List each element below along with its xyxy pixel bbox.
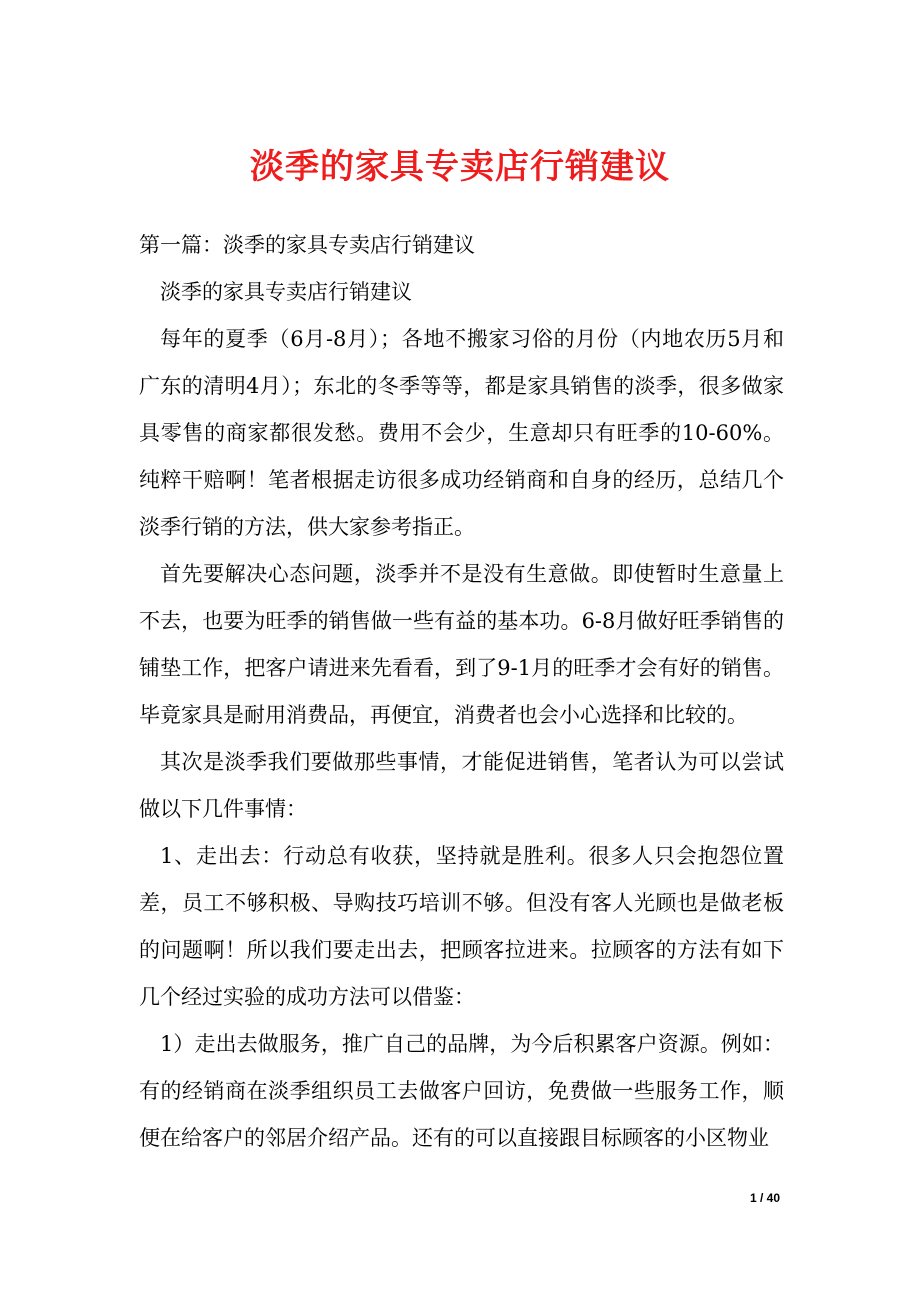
- paragraph: 1）走出去做服务，推广自己的品牌，为今后积累客户资源。例如：有的经销商在淡季组织员工去做客户回访，免费做一些服务工作，顺便在给客户的邻居介绍产品。还有的可以直接跟目标顾客的小区物业: [139, 1032, 784, 1150]
- document-title: 淡季的家具专卖店行销建议: [250, 147, 670, 187]
- paragraph: 淡季的家具专卖店行销建议: [160, 280, 412, 304]
- paragraph: 首先要解决心态问题，淡季并不是没有生意做。即使暂时生意量上不去，也要为旺季的销售做一些有益的基本功。6-8月做好旺季销售的铺垫工作，把客户请进来先看看，到了9-1月的旺季才会有好的销售。毕竟家具是耐用消费品，再便宜，消费者也会小心选择和比较的。: [139, 562, 784, 727]
- paragraph: 其次是淡季我们要做那些事情，才能促进销售，笔者认为可以尝试做以下几件事情：: [139, 750, 784, 821]
- document-body: [139, 222, 784, 1162]
- section-heading: 第一篇：淡季的家具专卖店行销建议: [139, 233, 475, 257]
- page-number: 1 / 40: [749, 1191, 780, 1205]
- paragraph: 1、走出去：行动总有收获，坚持就是胜利。很多人只会抱怨位置差，员工不够积极、导购技巧培训不够。但没有客人光顾也是做老板的问题啊！所以我们要走出去，把顾客拉进来。拉顾客的方法有如下几个经过实验的成功方法可以借鉴：: [139, 844, 784, 1009]
- paragraph: 每年的夏季（6月-8月）；各地不搬家习俗的月份（内地农历5月和广东的清明4月）；东北的冬季等等，都是家具销售的淡季，很多做家具零售的商家都很发愁。费用不会少，生意却只有旺季的10-60%。纯粹干赔啊！笔者根据走访很多成功经销商和自身的经历，总结几个淡季行销的方法，供大家参考指正。: [139, 327, 784, 539]
